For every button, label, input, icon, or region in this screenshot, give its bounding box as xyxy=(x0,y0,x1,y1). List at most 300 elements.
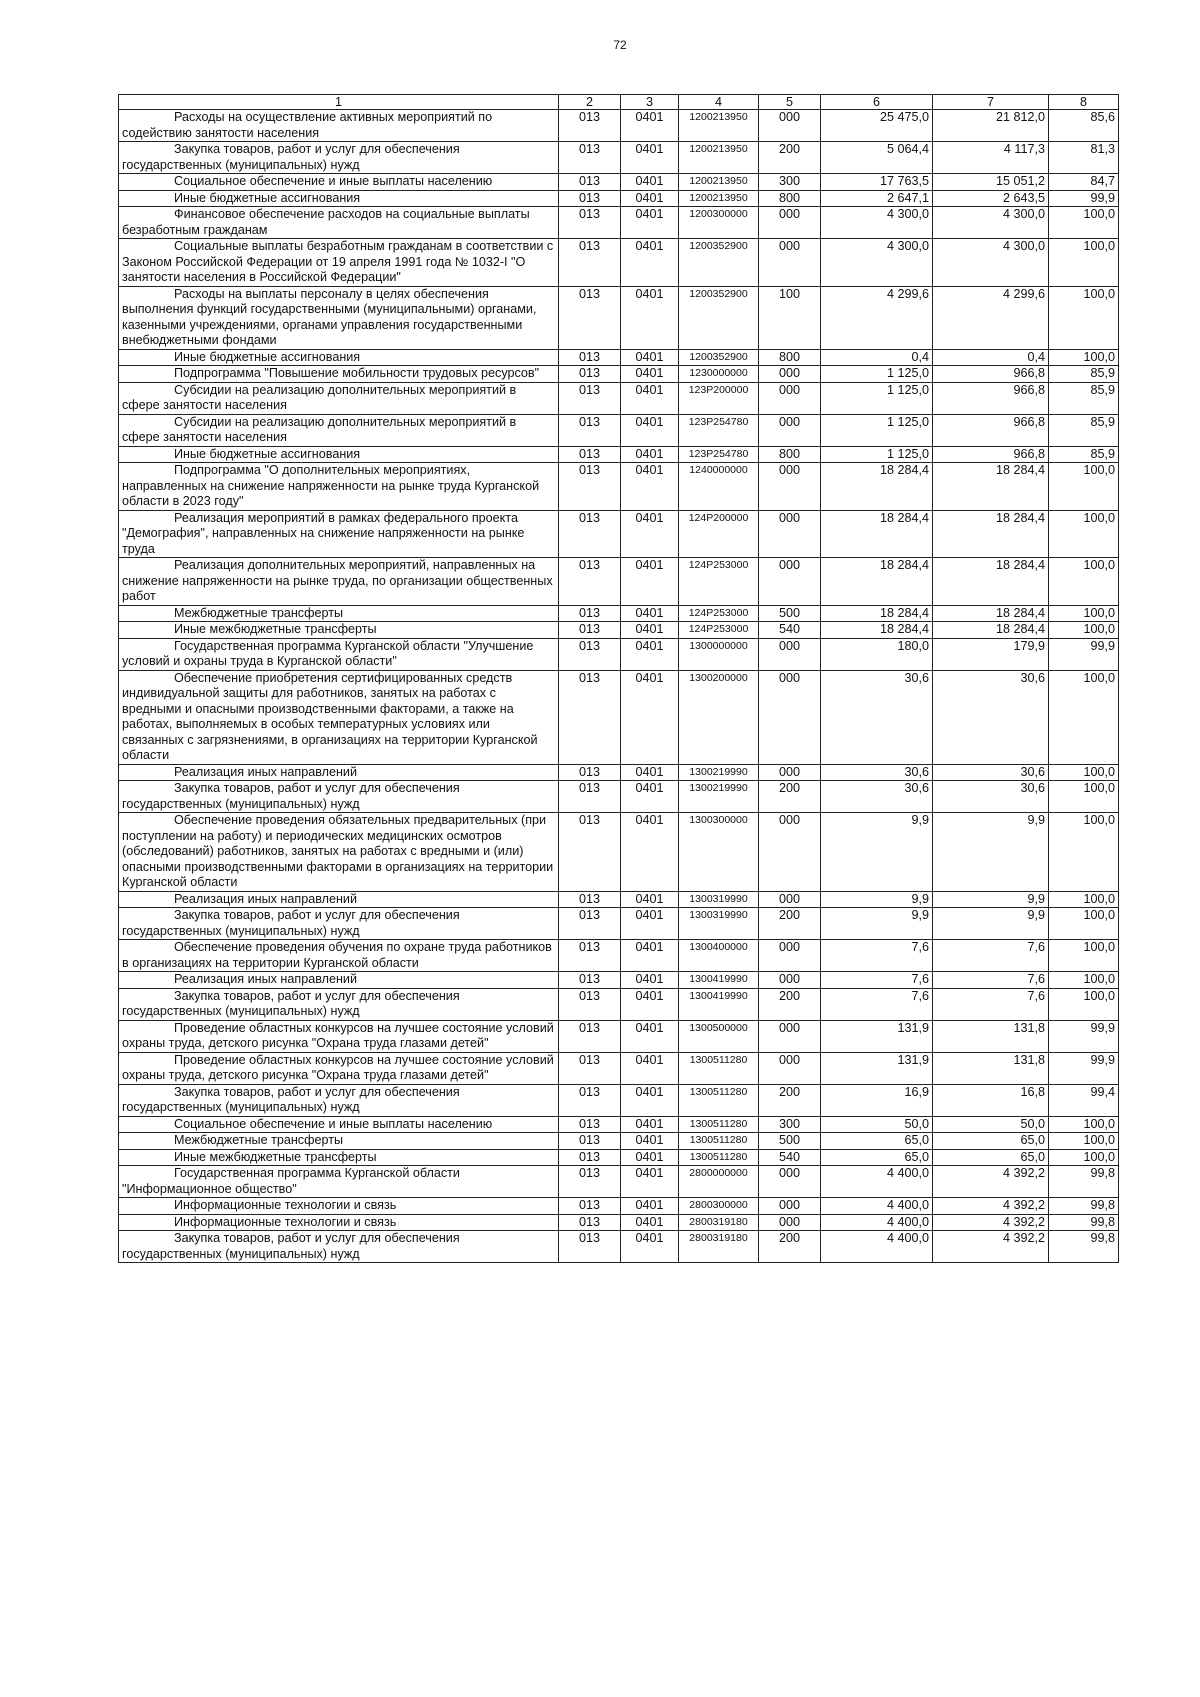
table-row xyxy=(119,891,1119,908)
section-code-cell: 0401 xyxy=(621,366,679,383)
admin-code-cell: 013 xyxy=(559,940,621,972)
target-article-cell: 1240000000 xyxy=(679,463,759,511)
executed-amount-cell: 21 812,0 xyxy=(933,110,1049,142)
expense-type-cell: 200 xyxy=(759,1231,821,1263)
percent-cell: 100,0 xyxy=(1049,764,1119,781)
table-row xyxy=(119,142,1119,174)
table-row xyxy=(119,1231,1119,1263)
admin-code-cell: 013 xyxy=(559,349,621,366)
planned-amount-cell: 65,0 xyxy=(821,1149,933,1166)
expense-type-cell: 000 xyxy=(759,1198,821,1215)
expense-type-cell: 000 xyxy=(759,764,821,781)
column-header: 7 xyxy=(933,95,1049,110)
section-code-cell: 0401 xyxy=(621,174,679,191)
executed-amount-cell: 4 299,6 xyxy=(933,286,1049,349)
planned-amount-cell: 18 284,4 xyxy=(821,605,933,622)
executed-amount-cell: 0,4 xyxy=(933,349,1049,366)
row-name-cell: Субсидии на реализацию дополнительных мероприятий в сфере занятости населения xyxy=(119,414,559,446)
column-header: 4 xyxy=(679,95,759,110)
section-code-cell: 0401 xyxy=(621,382,679,414)
planned-amount-cell: 9,9 xyxy=(821,813,933,892)
planned-amount-cell: 18 284,4 xyxy=(821,558,933,606)
target-article-cell: 1300219990 xyxy=(679,781,759,813)
admin-code-cell: 013 xyxy=(559,286,621,349)
executed-amount-cell: 4 392,2 xyxy=(933,1231,1049,1263)
section-code-cell: 0401 xyxy=(621,110,679,142)
table-row xyxy=(119,972,1119,989)
section-code-cell: 0401 xyxy=(621,908,679,940)
admin-code-cell: 013 xyxy=(559,239,621,287)
admin-code-cell: 013 xyxy=(559,670,621,764)
admin-code-cell: 013 xyxy=(559,558,621,606)
table-row xyxy=(119,463,1119,511)
table-row xyxy=(119,558,1119,606)
row-name-cell: Закупка товаров, работ и услуг для обеспечения государственных (муниципальных) нужд xyxy=(119,781,559,813)
percent-cell: 99,9 xyxy=(1049,1052,1119,1084)
admin-code-cell: 013 xyxy=(559,1133,621,1150)
planned-amount-cell: 7,6 xyxy=(821,940,933,972)
expense-type-cell: 000 xyxy=(759,207,821,239)
executed-amount-cell: 4 392,2 xyxy=(933,1166,1049,1198)
section-code-cell: 0401 xyxy=(621,1084,679,1116)
expense-type-cell: 000 xyxy=(759,510,821,558)
executed-amount-cell: 15 051,2 xyxy=(933,174,1049,191)
expense-type-cell: 000 xyxy=(759,366,821,383)
executed-amount-cell: 18 284,4 xyxy=(933,463,1049,511)
row-name-cell: Подпрограмма "О дополнительных мероприятиях, направленных на снижение напряженности на рынке труда Курганской области в 2023 году" xyxy=(119,463,559,511)
section-code-cell: 0401 xyxy=(621,781,679,813)
table-row xyxy=(119,1020,1119,1052)
percent-cell: 99,9 xyxy=(1049,190,1119,207)
admin-code-cell: 013 xyxy=(559,813,621,892)
planned-amount-cell: 25 475,0 xyxy=(821,110,933,142)
target-article-cell: 1300419990 xyxy=(679,972,759,989)
expense-type-cell: 200 xyxy=(759,781,821,813)
table-row xyxy=(119,1116,1119,1133)
row-name-cell: Проведение областных конкурсов на лучшее состояние условий охраны труда, детского рисунка "Охрана труда глазами детей" xyxy=(119,1052,559,1084)
planned-amount-cell: 4 400,0 xyxy=(821,1214,933,1231)
executed-amount-cell: 9,9 xyxy=(933,908,1049,940)
column-header: 6 xyxy=(821,95,933,110)
table-row xyxy=(119,1198,1119,1215)
admin-code-cell: 013 xyxy=(559,190,621,207)
section-code-cell: 0401 xyxy=(621,239,679,287)
table-row xyxy=(119,110,1119,142)
target-article-cell: 2800000000 xyxy=(679,1166,759,1198)
executed-amount-cell: 4 300,0 xyxy=(933,207,1049,239)
row-name-cell: Социальное обеспечение и иные выплаты населению xyxy=(119,174,559,191)
percent-cell: 100,0 xyxy=(1049,1116,1119,1133)
admin-code-cell: 013 xyxy=(559,207,621,239)
percent-cell: 99,9 xyxy=(1049,638,1119,670)
expense-type-cell: 000 xyxy=(759,110,821,142)
expense-type-cell: 800 xyxy=(759,446,821,463)
table-row xyxy=(119,605,1119,622)
percent-cell: 100,0 xyxy=(1049,510,1119,558)
expense-type-cell: 000 xyxy=(759,558,821,606)
row-name-cell: Подпрограмма "Повышение мобильности трудовых ресурсов" xyxy=(119,366,559,383)
executed-amount-cell: 30,6 xyxy=(933,781,1049,813)
executed-amount-cell: 18 284,4 xyxy=(933,622,1049,639)
row-name-cell: Субсидии на реализацию дополнительных мероприятий в сфере занятости населения xyxy=(119,382,559,414)
planned-amount-cell: 4 400,0 xyxy=(821,1231,933,1263)
admin-code-cell: 013 xyxy=(559,1052,621,1084)
target-article-cell: 123P254780 xyxy=(679,414,759,446)
expense-type-cell: 000 xyxy=(759,463,821,511)
planned-amount-cell: 4 400,0 xyxy=(821,1198,933,1215)
table-row xyxy=(119,349,1119,366)
expense-type-cell: 000 xyxy=(759,891,821,908)
expense-type-cell: 000 xyxy=(759,1214,821,1231)
executed-amount-cell: 65,0 xyxy=(933,1149,1049,1166)
section-code-cell: 0401 xyxy=(621,605,679,622)
percent-cell: 100,0 xyxy=(1049,1133,1119,1150)
target-article-cell: 123P254780 xyxy=(679,446,759,463)
executed-amount-cell: 9,9 xyxy=(933,813,1049,892)
row-name-cell: Иные бюджетные ассигнования xyxy=(119,349,559,366)
percent-cell: 100,0 xyxy=(1049,463,1119,511)
target-article-cell: 2800300000 xyxy=(679,1198,759,1215)
percent-cell: 85,9 xyxy=(1049,366,1119,383)
target-article-cell: 1300400000 xyxy=(679,940,759,972)
planned-amount-cell: 4 400,0 xyxy=(821,1166,933,1198)
section-code-cell: 0401 xyxy=(621,670,679,764)
section-code-cell: 0401 xyxy=(621,1052,679,1084)
row-name-cell: Информационные технологии и связь xyxy=(119,1198,559,1215)
admin-code-cell: 013 xyxy=(559,1084,621,1116)
target-article-cell: 1300000000 xyxy=(679,638,759,670)
percent-cell: 100,0 xyxy=(1049,940,1119,972)
table-row xyxy=(119,940,1119,972)
expense-type-cell: 200 xyxy=(759,988,821,1020)
section-code-cell: 0401 xyxy=(621,510,679,558)
planned-amount-cell: 180,0 xyxy=(821,638,933,670)
section-code-cell: 0401 xyxy=(621,1133,679,1150)
section-code-cell: 0401 xyxy=(621,972,679,989)
executed-amount-cell: 179,9 xyxy=(933,638,1049,670)
table-row xyxy=(119,1214,1119,1231)
admin-code-cell: 013 xyxy=(559,781,621,813)
target-article-cell: 1200352900 xyxy=(679,239,759,287)
admin-code-cell: 013 xyxy=(559,366,621,383)
planned-amount-cell: 9,9 xyxy=(821,908,933,940)
admin-code-cell: 013 xyxy=(559,638,621,670)
expense-type-cell: 000 xyxy=(759,1020,821,1052)
percent-cell: 99,8 xyxy=(1049,1166,1119,1198)
admin-code-cell: 013 xyxy=(559,110,621,142)
table-body xyxy=(119,110,1119,1263)
admin-code-cell: 013 xyxy=(559,1020,621,1052)
table-row xyxy=(119,239,1119,287)
expense-type-cell: 000 xyxy=(759,813,821,892)
section-code-cell: 0401 xyxy=(621,622,679,639)
planned-amount-cell: 1 125,0 xyxy=(821,382,933,414)
section-code-cell: 0401 xyxy=(621,1020,679,1052)
target-article-cell: 1300200000 xyxy=(679,670,759,764)
percent-cell: 100,0 xyxy=(1049,781,1119,813)
percent-cell: 85,6 xyxy=(1049,110,1119,142)
row-name-cell: Иные межбюджетные трансферты xyxy=(119,1149,559,1166)
target-article-cell: 124P253000 xyxy=(679,558,759,606)
expense-type-cell: 000 xyxy=(759,1052,821,1084)
table-row xyxy=(119,510,1119,558)
target-article-cell: 1230000000 xyxy=(679,366,759,383)
target-article-cell: 1300511280 xyxy=(679,1133,759,1150)
row-name-cell: Государственная программа Курганской области "Улучшение условий и охраны труда в Курганской области" xyxy=(119,638,559,670)
expense-type-cell: 000 xyxy=(759,239,821,287)
percent-cell: 100,0 xyxy=(1049,286,1119,349)
percent-cell: 100,0 xyxy=(1049,670,1119,764)
admin-code-cell: 013 xyxy=(559,764,621,781)
row-name-cell: Обеспечение проведения обучения по охране труда работников в организациях на территории Курганской области xyxy=(119,940,559,972)
section-code-cell: 0401 xyxy=(621,286,679,349)
section-code-cell: 0401 xyxy=(621,891,679,908)
executed-amount-cell: 966,8 xyxy=(933,366,1049,383)
percent-cell: 99,8 xyxy=(1049,1198,1119,1215)
page-number: 72 xyxy=(613,38,627,52)
planned-amount-cell: 131,9 xyxy=(821,1052,933,1084)
table-row xyxy=(119,446,1119,463)
row-name-cell: Закупка товаров, работ и услуг для обеспечения государственных (муниципальных) нужд xyxy=(119,988,559,1020)
section-code-cell: 0401 xyxy=(621,349,679,366)
table-row xyxy=(119,622,1119,639)
percent-cell: 81,3 xyxy=(1049,142,1119,174)
expense-type-cell: 500 xyxy=(759,605,821,622)
percent-cell: 99,9 xyxy=(1049,1020,1119,1052)
percent-cell: 100,0 xyxy=(1049,239,1119,287)
target-article-cell: 2800319180 xyxy=(679,1214,759,1231)
planned-amount-cell: 2 647,1 xyxy=(821,190,933,207)
row-name-cell: Расходы на выплаты персоналу в целях обеспечения выполнения функций государственными (муниципальными) органами, казенными учреждениями, органами управления государственными внебюджетными фондами xyxy=(119,286,559,349)
admin-code-cell: 013 xyxy=(559,1214,621,1231)
admin-code-cell: 013 xyxy=(559,1198,621,1215)
expense-type-cell: 540 xyxy=(759,1149,821,1166)
percent-cell: 99,4 xyxy=(1049,1084,1119,1116)
target-article-cell: 1200352900 xyxy=(679,286,759,349)
target-article-cell: 1300300000 xyxy=(679,813,759,892)
target-article-cell: 1300219990 xyxy=(679,764,759,781)
percent-cell: 99,8 xyxy=(1049,1214,1119,1231)
section-code-cell: 0401 xyxy=(621,940,679,972)
row-name-cell: Иные бюджетные ассигнования xyxy=(119,446,559,463)
planned-amount-cell: 65,0 xyxy=(821,1133,933,1150)
row-name-cell: Социальное обеспечение и иные выплаты населению xyxy=(119,1116,559,1133)
percent-cell: 85,9 xyxy=(1049,382,1119,414)
planned-amount-cell: 4 299,6 xyxy=(821,286,933,349)
admin-code-cell: 013 xyxy=(559,891,621,908)
table-row xyxy=(119,1052,1119,1084)
executed-amount-cell: 966,8 xyxy=(933,414,1049,446)
row-name-cell: Закупка товаров, работ и услуг для обеспечения государственных (муниципальных) нужд xyxy=(119,908,559,940)
expense-type-cell: 200 xyxy=(759,908,821,940)
target-article-cell: 1300511280 xyxy=(679,1052,759,1084)
section-code-cell: 0401 xyxy=(621,1149,679,1166)
planned-amount-cell: 18 284,4 xyxy=(821,510,933,558)
expense-type-cell: 300 xyxy=(759,174,821,191)
admin-code-cell: 013 xyxy=(559,1231,621,1263)
admin-code-cell: 013 xyxy=(559,414,621,446)
expense-type-cell: 000 xyxy=(759,638,821,670)
target-article-cell: 123P200000 xyxy=(679,382,759,414)
executed-amount-cell: 4 392,2 xyxy=(933,1214,1049,1231)
executed-amount-cell: 30,6 xyxy=(933,764,1049,781)
expense-type-cell: 800 xyxy=(759,190,821,207)
admin-code-cell: 013 xyxy=(559,510,621,558)
table-row xyxy=(119,988,1119,1020)
executed-amount-cell: 2 643,5 xyxy=(933,190,1049,207)
planned-amount-cell: 131,9 xyxy=(821,1020,933,1052)
percent-cell: 85,9 xyxy=(1049,446,1119,463)
admin-code-cell: 013 xyxy=(559,622,621,639)
executed-amount-cell: 131,8 xyxy=(933,1052,1049,1084)
target-article-cell: 124P253000 xyxy=(679,622,759,639)
expense-type-cell: 200 xyxy=(759,1084,821,1116)
table-row xyxy=(119,670,1119,764)
executed-amount-cell: 16,8 xyxy=(933,1084,1049,1116)
planned-amount-cell: 7,6 xyxy=(821,988,933,1020)
target-article-cell: 1300511280 xyxy=(679,1084,759,1116)
row-name-cell: Реализация дополнительных мероприятий, направленных на снижение напряженности на рынке труда, по организации общественных работ xyxy=(119,558,559,606)
target-article-cell: 1200213950 xyxy=(679,142,759,174)
table-row xyxy=(119,1084,1119,1116)
admin-code-cell: 013 xyxy=(559,174,621,191)
admin-code-cell: 013 xyxy=(559,446,621,463)
target-article-cell: 1300319990 xyxy=(679,908,759,940)
row-name-cell: Закупка товаров, работ и услуг для обеспечения государственных (муниципальных) нужд xyxy=(119,142,559,174)
row-name-cell: Реализация иных направлений xyxy=(119,972,559,989)
admin-code-cell: 013 xyxy=(559,908,621,940)
executed-amount-cell: 7,6 xyxy=(933,940,1049,972)
executed-amount-cell: 18 284,4 xyxy=(933,510,1049,558)
table-row xyxy=(119,382,1119,414)
section-code-cell: 0401 xyxy=(621,207,679,239)
admin-code-cell: 013 xyxy=(559,382,621,414)
target-article-cell: 1300419990 xyxy=(679,988,759,1020)
percent-cell: 100,0 xyxy=(1049,558,1119,606)
admin-code-cell: 013 xyxy=(559,972,621,989)
executed-amount-cell: 18 284,4 xyxy=(933,558,1049,606)
expense-type-cell: 200 xyxy=(759,142,821,174)
planned-amount-cell: 18 284,4 xyxy=(821,463,933,511)
expense-type-cell: 000 xyxy=(759,1166,821,1198)
planned-amount-cell: 1 125,0 xyxy=(821,446,933,463)
row-name-cell: Реализация иных направлений xyxy=(119,764,559,781)
planned-amount-cell: 30,6 xyxy=(821,764,933,781)
row-name-cell: Государственная программа Курганской области "Информационное общество" xyxy=(119,1166,559,1198)
target-article-cell: 1200300000 xyxy=(679,207,759,239)
section-code-cell: 0401 xyxy=(621,558,679,606)
percent-cell: 85,9 xyxy=(1049,414,1119,446)
column-header: 8 xyxy=(1049,95,1119,110)
planned-amount-cell: 30,6 xyxy=(821,781,933,813)
section-code-cell: 0401 xyxy=(621,1116,679,1133)
section-code-cell: 0401 xyxy=(621,190,679,207)
row-name-cell: Межбюджетные трансферты xyxy=(119,1133,559,1150)
section-code-cell: 0401 xyxy=(621,463,679,511)
admin-code-cell: 013 xyxy=(559,463,621,511)
section-code-cell: 0401 xyxy=(621,764,679,781)
percent-cell: 100,0 xyxy=(1049,813,1119,892)
executed-amount-cell: 966,8 xyxy=(933,382,1049,414)
target-article-cell: 1300511280 xyxy=(679,1116,759,1133)
expense-type-cell: 000 xyxy=(759,670,821,764)
admin-code-cell: 013 xyxy=(559,142,621,174)
table-row xyxy=(119,414,1119,446)
section-code-cell: 0401 xyxy=(621,988,679,1020)
executed-amount-cell: 18 284,4 xyxy=(933,605,1049,622)
row-name-cell: Обеспечение приобретения сертифицированных средств индивидуальной защиты для работников, занятых на работах с вредными и опасными производственными факторами, а также на работах, выполняемых в особых температурных условиях или связанных с загрязнениями, в организациях на территории Курганской области xyxy=(119,670,559,764)
percent-cell: 100,0 xyxy=(1049,622,1119,639)
row-name-cell: Реализация мероприятий в рамках федерального проекта "Демография", направленных на снижение напряженности на рынке труда xyxy=(119,510,559,558)
percent-cell: 100,0 xyxy=(1049,207,1119,239)
table-row xyxy=(119,207,1119,239)
percent-cell: 100,0 xyxy=(1049,1149,1119,1166)
percent-cell: 100,0 xyxy=(1049,988,1119,1020)
section-code-cell: 0401 xyxy=(621,1231,679,1263)
admin-code-cell: 013 xyxy=(559,988,621,1020)
table-row xyxy=(119,174,1119,191)
executed-amount-cell: 4 117,3 xyxy=(933,142,1049,174)
table-row xyxy=(119,813,1119,892)
expense-type-cell: 000 xyxy=(759,940,821,972)
expense-type-cell: 000 xyxy=(759,972,821,989)
row-name-cell: Социальные выплаты безработным гражданам в соответствии с Законом Российской Федерации от 19 апреля 1991 года № 1032-I "О занятости населения в Российской Федерации" xyxy=(119,239,559,287)
planned-amount-cell: 17 763,5 xyxy=(821,174,933,191)
target-article-cell: 124P200000 xyxy=(679,510,759,558)
table-row xyxy=(119,638,1119,670)
table-row xyxy=(119,1149,1119,1166)
percent-cell: 100,0 xyxy=(1049,972,1119,989)
row-name-cell: Реализация иных направлений xyxy=(119,891,559,908)
planned-amount-cell: 16,9 xyxy=(821,1084,933,1116)
planned-amount-cell: 1 125,0 xyxy=(821,414,933,446)
section-code-cell: 0401 xyxy=(621,1166,679,1198)
target-article-cell: 1200213950 xyxy=(679,190,759,207)
section-code-cell: 0401 xyxy=(621,1198,679,1215)
target-article-cell: 1300319990 xyxy=(679,891,759,908)
percent-cell: 100,0 xyxy=(1049,891,1119,908)
planned-amount-cell: 50,0 xyxy=(821,1116,933,1133)
admin-code-cell: 013 xyxy=(559,1116,621,1133)
planned-amount-cell: 4 300,0 xyxy=(821,239,933,287)
table-row xyxy=(119,1166,1119,1198)
column-header: 3 xyxy=(621,95,679,110)
percent-cell: 99,8 xyxy=(1049,1231,1119,1263)
table-row xyxy=(119,190,1119,207)
table-row xyxy=(119,764,1119,781)
row-name-cell: Закупка товаров, работ и услуг для обеспечения государственных (муниципальных) нужд xyxy=(119,1084,559,1116)
column-header: 2 xyxy=(559,95,621,110)
planned-amount-cell: 5 064,4 xyxy=(821,142,933,174)
target-article-cell: 1200213950 xyxy=(679,174,759,191)
target-article-cell: 1200213950 xyxy=(679,110,759,142)
row-name-cell: Финансовое обеспечение расходов на социальные выплаты безработным гражданам xyxy=(119,207,559,239)
percent-cell: 100,0 xyxy=(1049,349,1119,366)
executed-amount-cell: 7,6 xyxy=(933,988,1049,1020)
admin-code-cell: 013 xyxy=(559,605,621,622)
column-header: 5 xyxy=(759,95,821,110)
expense-type-cell: 540 xyxy=(759,622,821,639)
row-name-cell: Межбюджетные трансферты xyxy=(119,605,559,622)
table-row xyxy=(119,366,1119,383)
planned-amount-cell: 0,4 xyxy=(821,349,933,366)
section-code-cell: 0401 xyxy=(621,1214,679,1231)
executed-amount-cell: 966,8 xyxy=(933,446,1049,463)
executed-amount-cell: 4 300,0 xyxy=(933,239,1049,287)
planned-amount-cell: 4 300,0 xyxy=(821,207,933,239)
section-code-cell: 0401 xyxy=(621,446,679,463)
expense-type-cell: 000 xyxy=(759,414,821,446)
